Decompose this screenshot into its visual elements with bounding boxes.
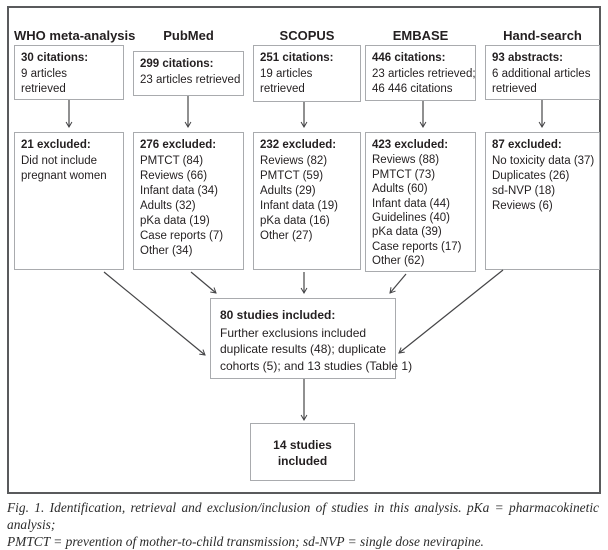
excluded-item: Infant data (19) <box>260 200 338 212</box>
box-bold-line: 21 excluded: <box>21 139 91 151</box>
box-line: Further exclusions included <box>220 325 367 340</box>
excluded-item: Reviews (88) <box>372 154 440 167</box>
excluded-item: Reviews (66) <box>140 170 208 182</box>
arrow-pubmed-merge <box>191 272 216 293</box>
excluded-item: pKa data (16) <box>260 215 330 227</box>
excluded-item: Guidelines (40) <box>372 212 450 225</box>
excluded-item: Adults (29) <box>260 185 316 197</box>
box-bold-line: 446 citations: <box>372 52 446 64</box>
flow-arrows <box>9 8 599 492</box>
excluded-item: pKa data (19) <box>140 215 210 227</box>
excluded-item: pKa data (39) <box>372 226 442 239</box>
excluded-item: Other (34) <box>140 245 193 257</box>
excluded-item: Case reports (7) <box>140 230 224 242</box>
box-line: 19 articles <box>260 68 313 80</box>
excluded-item: sd-NVP (18) <box>492 185 556 197</box>
excluded-item: Did not include <box>21 155 98 167</box>
box-line: retrieved <box>260 83 305 95</box>
box-line: 46 446 citations <box>372 83 453 95</box>
box-bold-line: 80 studies included: <box>220 308 336 322</box>
excluded-item: Other (62) <box>372 255 425 268</box>
caption-line-1: Fig. 1. Identification, retrieval and exclusion/inclusion of studies in this analysis. pKa = pharmacokinetic analysis; <box>7 500 599 532</box>
box-line: cohorts (5); and 13 studies (Table 1) <box>220 358 413 373</box>
figure-caption <box>7 499 599 550</box>
excluded-item: Infant data (44) <box>372 197 450 210</box>
excluded-item: Reviews (82) <box>260 155 328 167</box>
box-line: 23 articles retrieved <box>140 74 241 86</box>
box-line: duplicate results (48); duplicate <box>220 342 387 356</box>
box-bold-line: 276 excluded: <box>140 139 217 151</box>
figure-frame <box>7 6 601 494</box>
box-line: 23 articles retrieved; <box>372 68 476 80</box>
excluded-item: PMTCT (73) <box>372 168 436 181</box>
box-bold-line: 30 citations: <box>21 52 89 64</box>
column-heading-embase: EMBASE <box>392 28 449 43</box>
column-heading-handsearch: Hand-search <box>503 28 582 43</box>
excluded-item: Adults (60) <box>372 183 428 196</box>
excluded-item: Duplicates (26) <box>492 170 570 182</box>
box-bold-line: 93 abstracts: <box>492 52 563 64</box>
column-heading-who: WHO meta-analysis <box>14 28 136 43</box>
box-bold-line: 251 citations: <box>260 52 334 64</box>
excluded-item: pregnant women <box>21 170 107 182</box>
excluded-item: Adults (32) <box>140 200 196 212</box>
box-bold-line: 299 citations: <box>140 58 214 70</box>
box-line: included <box>277 454 328 468</box>
excluded-item: Case reports (17) <box>372 240 462 253</box>
excluded-item: Infant data (34) <box>140 185 218 197</box>
excluded-item: No toxicity data (37) <box>492 155 595 167</box>
excluded-item: Other (27) <box>260 230 313 242</box>
box-line: 14 studies <box>273 438 332 452</box>
box-bold-line: 423 excluded: <box>372 139 449 151</box>
box-line: 9 articles <box>21 68 68 80</box>
excluded-item: PMTCT (59) <box>260 170 324 182</box>
box-line: retrieved <box>492 83 537 95</box>
box-line: 6 additional articles <box>492 68 591 80</box>
excluded-item: PMTCT (84) <box>140 155 204 167</box>
box-bold-line: 232 excluded: <box>260 139 337 151</box>
arrow-embase-merge <box>390 274 406 293</box>
box-bold-line: 87 excluded: <box>492 139 562 151</box>
column-heading-pubmed: PubMed <box>163 28 214 43</box>
arrow-who-merge <box>104 272 205 355</box>
caption-line-2: PMTCT = prevention of mother-to-child transmission; sd-NVP = single dose nevirapine. <box>7 534 484 549</box>
excluded-item: Reviews (6) <box>492 200 553 212</box>
column-heading-scopus: SCOPUS <box>279 28 335 43</box>
arrow-handsearch-merge <box>399 270 503 353</box>
box-line: retrieved <box>21 83 66 95</box>
